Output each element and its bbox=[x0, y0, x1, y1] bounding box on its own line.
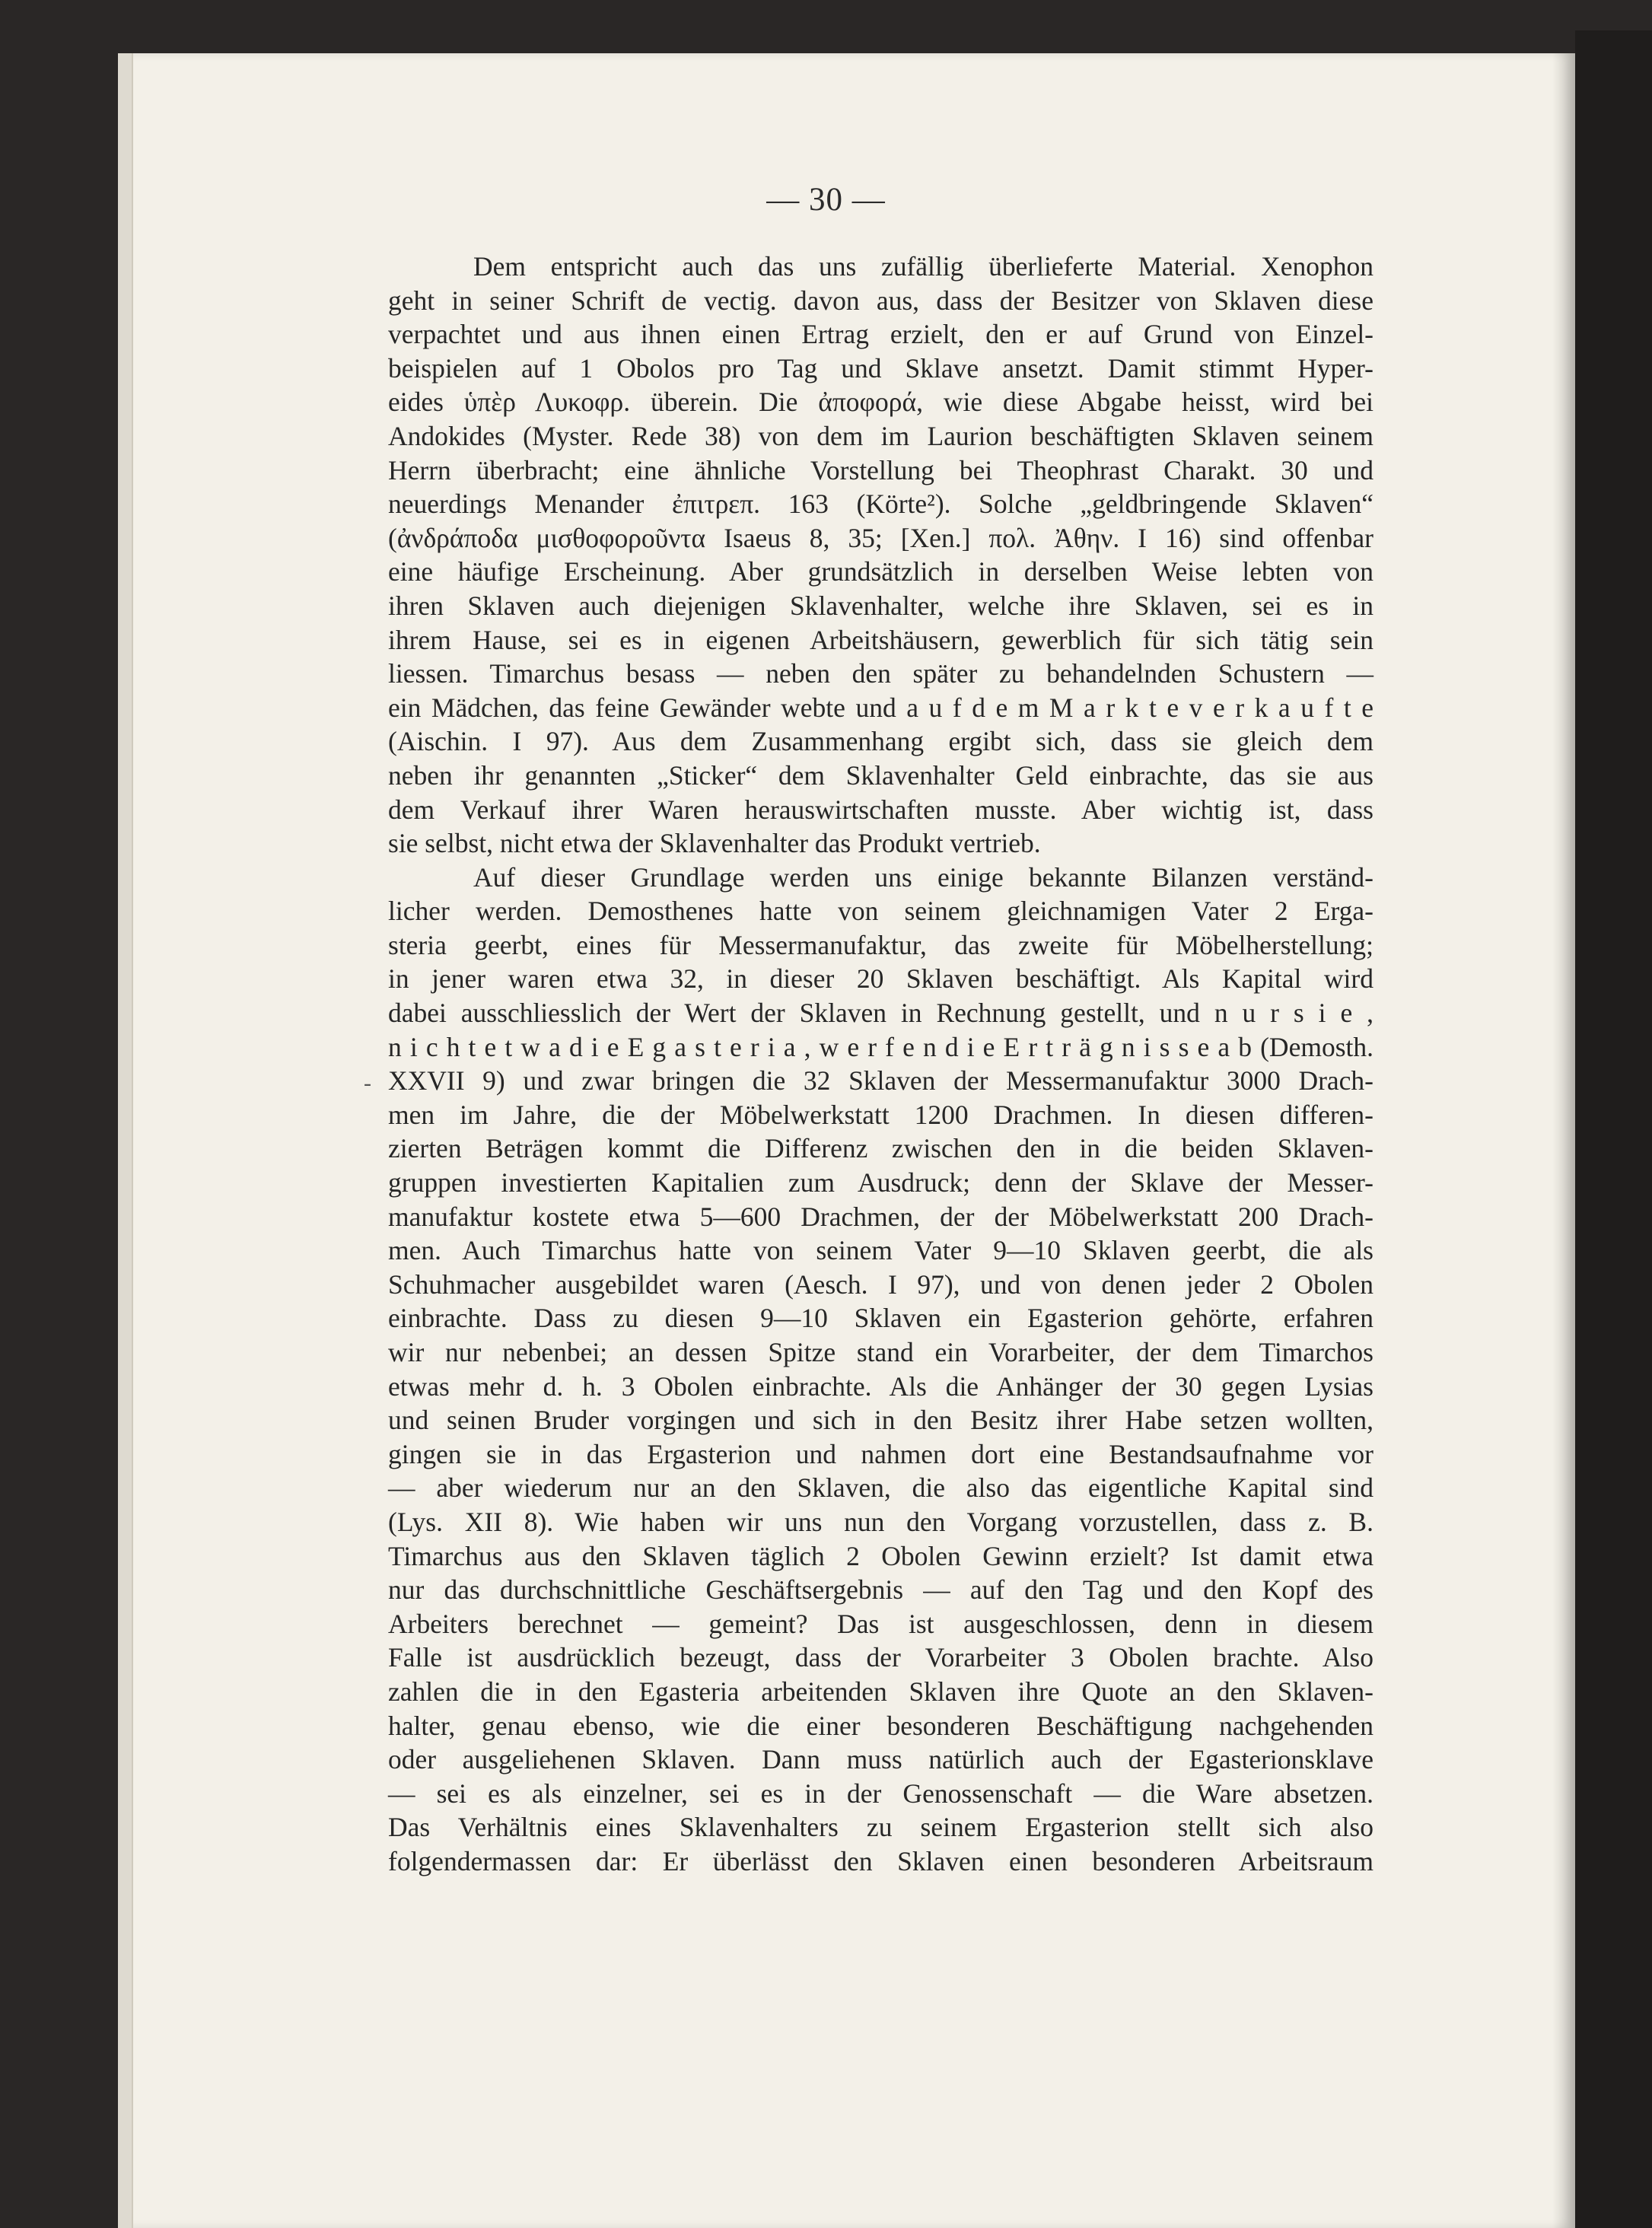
text-line: Auf dieser Grundlage werden uns einige bekannte Bilanzen verständ- bbox=[473, 861, 1373, 893]
text-line: n i c h t e t w a d i e E g a s t e r i a , w e r f e n d i e E r t r ä g n i s s e a b (Demosth. bbox=[388, 1031, 1373, 1062]
text-line: einbrachte. Dass zu diesen 9—10 Sklaven ein Egasterion gehörte, erfahren bbox=[388, 1303, 1373, 1334]
text-line: manufaktur kostete etwa 5—600 Drachmen, der der Möbelwerkstatt 200 Drach- bbox=[388, 1201, 1373, 1232]
text-line: in jener waren etwa 32, in dieser 20 Sklaven beschäftigt. Als Kapital wird bbox=[388, 963, 1373, 995]
text-line: eine häufige Erscheinung. Aber grundsätzlich in derselben Weise lebten von bbox=[388, 556, 1373, 587]
text-line: beispielen auf 1 Obolos pro Tag und Sklave ansetzt. Damit stimmt Hyper- bbox=[388, 352, 1373, 384]
text-line: men im Jahre, die der Möbelwerkstatt 1200 Drachmen. In diesen differen- bbox=[388, 1099, 1373, 1130]
text-line: Arbeiters berechnet — gemeint? Das ist ausgeschlossen, denn in diesem bbox=[388, 1608, 1373, 1639]
text-line: eides ὑπὲρ Λυκοφρ. überein. Die ἀποφορά, wie diese Abgabe heisst, wird bei bbox=[388, 387, 1373, 418]
text-line: dem Verkauf ihrer Waren herauswirtschaften musste. Aber wichtig ist, dass bbox=[388, 794, 1373, 825]
text-line: oder ausgeliehenen Sklaven. Dann muss natürlich auch der Egasterionsklave bbox=[388, 1744, 1373, 1775]
text-line: XXVII 9) und zwar bringen die 32 Sklaven der Messermanufaktur 3000 Drach- bbox=[388, 1065, 1373, 1096]
text-line: ein Mädchen, das feine Gewänder webte und a u f d e m M a r k t e v e r k a u f t e bbox=[388, 692, 1373, 723]
text-line: verpachtet und aus ihnen einen Ertrag erzielt, den er auf Grund von Einzel- bbox=[388, 319, 1373, 350]
text-line: men. Auch Timarchus hatte von seinem Vater 9—10 Sklaven geerbt, die als bbox=[388, 1235, 1373, 1266]
text-line: (Lys. XII 8). Wie haben wir uns nun den Vorgang vorzustellen, dass z. B. bbox=[388, 1506, 1373, 1537]
text-line: (ἀνδράποδα μισθοφοροῦντα Isaeus 8, 35; [Xen.] πολ. Ἀθην. I 16) sind offenbar bbox=[388, 522, 1373, 553]
text-line: — sei es als einzelner, sei es in der Genossenschaft — die Ware absetzen. bbox=[388, 1778, 1373, 1809]
dark-background-strip bbox=[1575, 30, 1652, 2228]
text-line: neben ihr genannten „Sticker“ dem Sklavenhalter Geld einbrachte, das sie aus bbox=[388, 759, 1373, 791]
text-line: gruppen investierten Kapitalien zum Ausdruck; denn der Sklave der Messer- bbox=[388, 1167, 1373, 1198]
text-line: dabei ausschliesslich der Wert der Sklaven in Rechnung gestellt, und n u r s i e , bbox=[388, 998, 1373, 1029]
margin-mark: - bbox=[364, 1071, 371, 1096]
text-line: Schuhmacher ausgebildet waren (Aesch. I 97), und von denen jeder 2 Obolen bbox=[388, 1268, 1373, 1300]
text-line: zahlen die in den Egasteria arbeitenden Sklaven ihre Quote an den Sklaven- bbox=[388, 1676, 1373, 1707]
text-line: Das Verhältnis eines Sklavenhalters zu seinem Ergasterion stellt sich also bbox=[388, 1812, 1373, 1843]
text-line: (Aischin. I 97). Aus dem Zusammenhang ergibt sich, dass sie gleich dem bbox=[388, 726, 1373, 757]
text-line: licher werden. Demosthenes hatte von seinem gleichnamigen Vater 2 Erga- bbox=[388, 896, 1373, 927]
text-line: Timarchus aus den Sklaven täglich 2 Obolen Gewinn erzielt? Ist damit etwa bbox=[388, 1540, 1373, 1571]
page-gutter-edge bbox=[118, 53, 133, 2228]
text-line: ihren Sklaven auch diejenigen Sklavenhalter, welche ihre Sklaven, sei es in bbox=[388, 590, 1373, 621]
text-line: etwas mehr d. h. 3 Obolen einbrachte. Als die Anhänger der 30 gegen Lysias bbox=[388, 1370, 1373, 1402]
text-line: Dem entspricht auch das uns zufällig überlieferte Material. Xenophon bbox=[473, 251, 1373, 282]
text-line: gingen sie in das Ergasterion und nahmen dort eine Bestandsaufnahme vor bbox=[388, 1438, 1373, 1469]
text-line: Andokides (Myster. Rede 38) von dem im Laurion beschäftigten Sklaven seinem bbox=[388, 420, 1373, 451]
page-right-shadow bbox=[1552, 53, 1575, 2228]
text-line: geht in seiner Schrift de vectig. davon aus, dass der Besitzer von Sklaven diese bbox=[388, 285, 1373, 316]
body-text bbox=[388, 250, 1373, 1879]
text-line: — aber wiederum nur an den Sklaven, die also das eigentliche Kapital sind bbox=[388, 1472, 1373, 1504]
text-line: Herrn überbracht; eine ähnliche Vorstellung bei Theophrast Charakt. 30 und bbox=[388, 454, 1373, 485]
text-line: folgendermassen dar: Er überlässt den Sklaven einen besonderen Arbeitsraum bbox=[388, 1845, 1373, 1876]
text-line: wir nur nebenbei; an dessen Spitze stand ein Vorarbeiter, der dem Timarchos bbox=[388, 1337, 1373, 1367]
text-line: nur das durchschnittliche Geschäftsergebnis — auf den Tag und den Kopf des bbox=[388, 1574, 1373, 1606]
text-line: halter, genau ebenso, wie die einer besonderen Beschäftigung nachgehenden bbox=[388, 1710, 1373, 1741]
text-line: ihrem Hause, sei es in eigenen Arbeitshäusern, gewerblich für sich tätig sein bbox=[388, 624, 1373, 655]
text-line: sie selbst, nicht etwa der Sklavenhalter das Produkt vertrieb. bbox=[388, 828, 1041, 859]
text-line: liessen. Timarchus besass — neben den später zu behandelnden Schustern — bbox=[388, 658, 1373, 689]
page-number: — 30 — bbox=[766, 182, 886, 218]
text-line: und seinen Bruder vorgingen und sich in den Besitz ihrer Habe setzen wollten, bbox=[388, 1405, 1373, 1436]
text-line: Falle ist ausdrücklich bezeugt, dass der Vorarbeiter 3 Obolen brachte. Also bbox=[388, 1642, 1373, 1673]
text-line: zierten Beträgen kommt die Differenz zwischen den in die beiden Sklaven- bbox=[388, 1133, 1373, 1164]
text-line: steria geerbt, eines für Messermanufaktur, das zweite für Möbelherstellung; bbox=[388, 929, 1373, 960]
text-line: neuerdings Menander ἐπιτρεπ. 163 (Körte²). Solche „geldbringende Sklaven“ bbox=[388, 489, 1373, 520]
